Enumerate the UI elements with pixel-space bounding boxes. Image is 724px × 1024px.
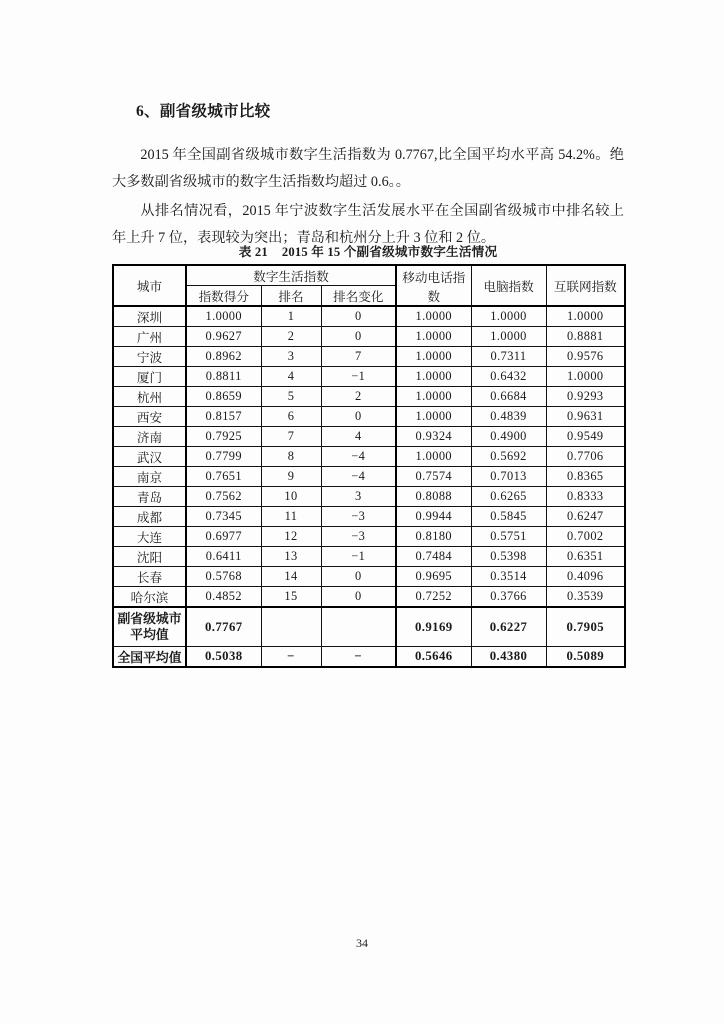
cell-score: 1.0000 xyxy=(186,306,261,327)
cell-mobile: 0.8180 xyxy=(396,527,471,547)
table-row xyxy=(113,306,625,327)
cell-computer: 1.0000 xyxy=(471,306,546,327)
cell-computer: 0.4839 xyxy=(471,407,546,427)
cell-city: 成都 xyxy=(113,507,186,527)
summary-label-line2: 平均值 xyxy=(130,628,169,642)
cell-rank: 5 xyxy=(261,387,321,407)
table-row xyxy=(113,367,625,387)
data-table-container xyxy=(112,264,624,668)
cell-internet: 0.4096 xyxy=(546,567,625,587)
summary-label-line1: 全国平均值 xyxy=(117,651,182,665)
cell-city: 宁波 xyxy=(113,347,186,367)
cell-rank-change: −4 xyxy=(321,467,396,487)
paragraph-1: 2015 年全国副省级城市数字生活指数为 0.7767,比全国平均水平高 54.2%。绝大多数副省级城市的数字生活指数均超过 0.6。。 xyxy=(112,147,624,191)
cell-internet: 0.3539 xyxy=(546,587,625,608)
cell-mobile: 0.7574 xyxy=(396,467,471,487)
cell-city: 西安 xyxy=(113,407,186,427)
cell-summary-mobile: 0.5646 xyxy=(396,647,471,668)
cell-mobile: 0.9324 xyxy=(396,427,471,447)
cell-internet: 0.9576 xyxy=(546,347,625,367)
header-computer-index: 电脑指数 xyxy=(471,265,546,306)
summary-label-line1: 副省级城市 xyxy=(117,612,182,626)
cell-internet: 0.7706 xyxy=(546,447,625,467)
table-row xyxy=(113,527,625,547)
table-row xyxy=(113,567,625,587)
cell-computer: 0.6432 xyxy=(471,367,546,387)
cell-mobile: 1.0000 xyxy=(396,327,471,347)
cell-computer: 0.5692 xyxy=(471,447,546,467)
cell-score: 0.7345 xyxy=(186,507,261,527)
cell-internet: 0.7002 xyxy=(546,527,625,547)
table-row xyxy=(113,447,625,467)
cell-internet: 0.8365 xyxy=(546,467,625,487)
cell-city: 厦门 xyxy=(113,367,186,387)
table-row xyxy=(113,327,625,347)
cell-summary-computer: 0.6227 xyxy=(471,607,546,647)
cell-computer: 0.6265 xyxy=(471,487,546,507)
cell-mobile: 1.0000 xyxy=(396,387,471,407)
cell-mobile: 0.9944 xyxy=(396,507,471,527)
cell-score: 0.8811 xyxy=(186,367,261,387)
cell-computer: 0.7013 xyxy=(471,467,546,487)
cell-score: 0.6977 xyxy=(186,527,261,547)
table-row xyxy=(113,387,625,407)
table-header xyxy=(113,265,625,306)
cell-rank: 11 xyxy=(261,507,321,527)
cell-rank-change: 7 xyxy=(321,347,396,367)
cell-computer: 0.5845 xyxy=(471,507,546,527)
table-row xyxy=(113,467,625,487)
cell-summary-label xyxy=(113,607,186,647)
table-header-row-1 xyxy=(113,265,625,286)
cell-summary-computer: 0.4380 xyxy=(471,647,546,668)
cell-summary-rank-change xyxy=(321,607,396,647)
header-internet-index: 互联网指数 xyxy=(546,265,625,306)
cell-city: 长春 xyxy=(113,567,186,587)
cell-rank: 12 xyxy=(261,527,321,547)
cell-rank-change: −4 xyxy=(321,447,396,467)
cell-city: 广州 xyxy=(113,327,186,347)
table-row xyxy=(113,507,625,527)
cell-score: 0.8659 xyxy=(186,387,261,407)
page-title: 6、副省级城市比较 xyxy=(136,102,271,120)
cell-score: 0.8962 xyxy=(186,347,261,367)
cell-rank-change: −3 xyxy=(321,527,396,547)
cell-computer: 0.5751 xyxy=(471,527,546,547)
cell-city: 南京 xyxy=(113,467,186,487)
cell-score: 0.7562 xyxy=(186,487,261,507)
table-row xyxy=(113,487,625,507)
header-rank-change: 排名变化 xyxy=(321,286,396,307)
cell-score: 0.4852 xyxy=(186,587,261,608)
cell-mobile: 0.9695 xyxy=(396,567,471,587)
table-row xyxy=(113,547,625,567)
cell-computer: 0.3766 xyxy=(471,587,546,608)
cell-computer: 0.7311 xyxy=(471,347,546,367)
header-mobile-index: 移动电话指数 xyxy=(396,265,471,306)
table-row xyxy=(113,407,625,427)
cell-rank: 14 xyxy=(261,567,321,587)
header-city: 城市 xyxy=(113,265,186,306)
cell-city: 哈尔滨 xyxy=(113,587,186,608)
cell-city: 沈阳 xyxy=(113,547,186,567)
cell-internet: 0.9631 xyxy=(546,407,625,427)
digital-life-table xyxy=(112,264,626,668)
cell-summary-rank-change: − xyxy=(321,647,396,668)
cell-mobile: 1.0000 xyxy=(396,367,471,387)
cell-city: 杭州 xyxy=(113,387,186,407)
cell-internet: 1.0000 xyxy=(546,306,625,327)
cell-rank: 3 xyxy=(261,347,321,367)
cell-rank-change: 0 xyxy=(321,306,396,327)
cell-rank: 1 xyxy=(261,306,321,327)
cell-rank-change: −1 xyxy=(321,367,396,387)
cell-computer: 0.6684 xyxy=(471,387,546,407)
cell-rank: 9 xyxy=(261,467,321,487)
page-number: 34 xyxy=(356,936,368,950)
cell-mobile: 0.8088 xyxy=(396,487,471,507)
paragraph-2: 从排名情况看，2015 年宁波数字生活发展水平在全国副省级城市中排名较上年上升 7 位，表现较为突出；青岛和杭州分上升 3 位和 2 位。 xyxy=(112,203,624,247)
cell-internet: 0.8881 xyxy=(546,327,625,347)
table-summary-row xyxy=(113,607,625,647)
cell-mobile: 1.0000 xyxy=(396,306,471,327)
cell-rank: 6 xyxy=(261,407,321,427)
cell-city: 青岛 xyxy=(113,487,186,507)
cell-city: 深圳 xyxy=(113,306,186,327)
cell-rank-change: −1 xyxy=(321,547,396,567)
cell-rank-change: 0 xyxy=(321,587,396,608)
cell-internet: 0.8333 xyxy=(546,487,625,507)
cell-summary-score: 0.7767 xyxy=(186,607,261,647)
cell-score: 0.9627 xyxy=(186,327,261,347)
cell-mobile: 1.0000 xyxy=(396,347,471,367)
cell-rank: 7 xyxy=(261,427,321,447)
cell-rank-change: −3 xyxy=(321,507,396,527)
cell-mobile: 0.7484 xyxy=(396,547,471,567)
cell-rank-change: 0 xyxy=(321,567,396,587)
cell-summary-rank: − xyxy=(261,647,321,668)
header-rank: 排名 xyxy=(261,286,321,307)
table-caption-title: 2015 年 15 个副省级城市数字生活情况 xyxy=(281,245,498,259)
cell-internet: 0.9293 xyxy=(546,387,625,407)
cell-rank-change: 4 xyxy=(321,427,396,447)
table-body xyxy=(113,306,625,667)
header-score: 指数得分 xyxy=(186,286,261,307)
table-summary-row xyxy=(113,647,625,668)
cell-city: 济南 xyxy=(113,427,186,447)
cell-computer: 0.5398 xyxy=(471,547,546,567)
cell-internet: 1.0000 xyxy=(546,367,625,387)
cell-internet: 0.6247 xyxy=(546,507,625,527)
table-row xyxy=(113,427,625,447)
cell-score: 0.7925 xyxy=(186,427,261,447)
cell-score: 0.7799 xyxy=(186,447,261,467)
cell-summary-score: 0.5038 xyxy=(186,647,261,668)
header-group-digital-life: 数字生活指数 xyxy=(186,265,396,286)
cell-rank: 10 xyxy=(261,487,321,507)
cell-rank: 2 xyxy=(261,327,321,347)
cell-rank: 8 xyxy=(261,447,321,467)
cell-score: 0.5768 xyxy=(186,567,261,587)
cell-score: 0.7651 xyxy=(186,467,261,487)
cell-mobile: 1.0000 xyxy=(396,447,471,467)
cell-rank-change: 0 xyxy=(321,407,396,427)
cell-mobile: 0.7252 xyxy=(396,587,471,608)
cell-rank: 15 xyxy=(261,587,321,608)
cell-rank-change: 0 xyxy=(321,327,396,347)
cell-summary-mobile: 0.9169 xyxy=(396,607,471,647)
cell-mobile: 1.0000 xyxy=(396,407,471,427)
table-caption-label: 表 21 xyxy=(238,245,268,259)
cell-rank: 13 xyxy=(261,547,321,567)
cell-summary-label xyxy=(113,647,186,668)
cell-score: 0.6411 xyxy=(186,547,261,567)
cell-rank-change: 2 xyxy=(321,387,396,407)
cell-city: 大连 xyxy=(113,527,186,547)
cell-computer: 0.4900 xyxy=(471,427,546,447)
table-row xyxy=(113,587,625,608)
cell-rank: 4 xyxy=(261,367,321,387)
cell-city: 武汉 xyxy=(113,447,186,467)
table-row xyxy=(113,347,625,367)
cell-computer: 1.0000 xyxy=(471,327,546,347)
cell-rank-change: 3 xyxy=(321,487,396,507)
cell-summary-internet: 0.5089 xyxy=(546,647,625,668)
cell-summary-internet: 0.7905 xyxy=(546,607,625,647)
cell-internet: 0.9549 xyxy=(546,427,625,447)
cell-computer: 0.3514 xyxy=(471,567,546,587)
cell-summary-rank xyxy=(261,607,321,647)
table-caption xyxy=(112,241,624,260)
cell-score: 0.8157 xyxy=(186,407,261,427)
cell-internet: 0.6351 xyxy=(546,547,625,567)
